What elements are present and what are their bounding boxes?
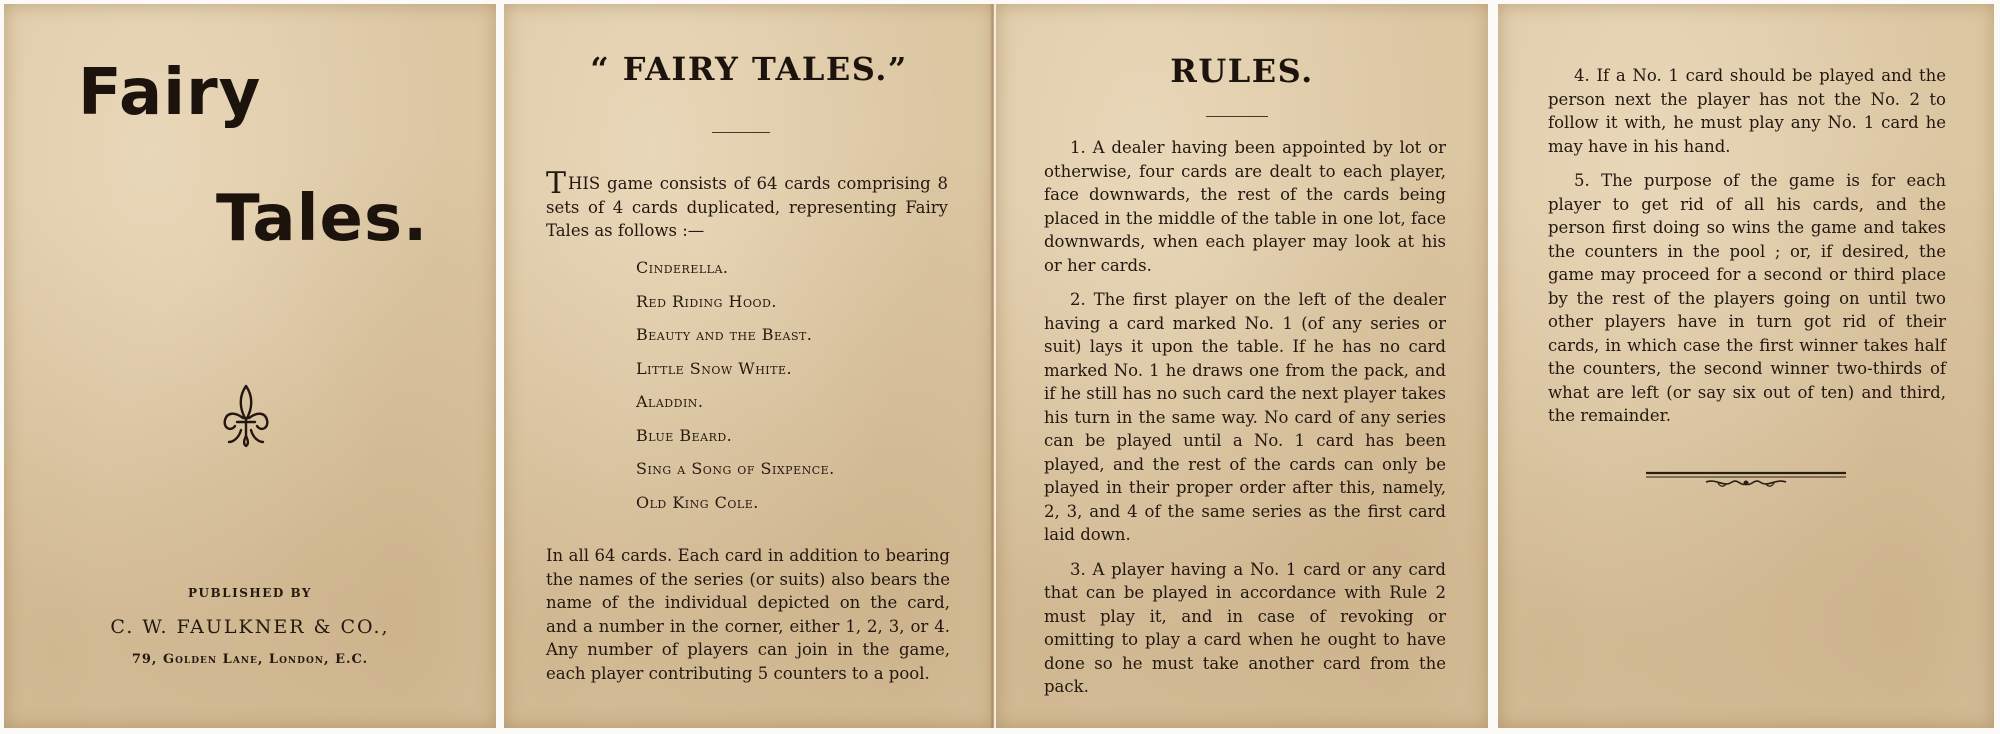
- rules-continued-panel: [1498, 4, 1994, 728]
- fleur-de-lis-icon: [219, 382, 273, 448]
- list-item: Old King Cole.: [636, 492, 759, 512]
- list-item: Red Riding Hood.: [636, 291, 777, 311]
- publisher-name: C. W. FAULKNER & CO.,: [110, 616, 390, 638]
- tales-list: [636, 258, 835, 526]
- list-item: Sing a Song of Sixpence.: [636, 459, 835, 478]
- published-by-label: PUBLISHED BY: [188, 586, 312, 600]
- rule-item: 1. A dealer having been appointed by lot or otherwise, four cards are dealt to each player, face downwards, the rest of the cards being placed in the middle of the table in one lot, face downwards, when each player may look at his or her cards.: [1044, 138, 1446, 275]
- cover-title-line1: Fairy: [78, 56, 262, 130]
- rules-list: [1044, 136, 1446, 710]
- intro-panel: [504, 4, 994, 728]
- intro-paragraph: [546, 166, 948, 243]
- scroll-ornament-icon: [1646, 468, 1846, 492]
- rule-item: 4. If a No. 1 card should be played and the person next the player has not the No. 2 to follow it with, he must play any No. 1 card he may have in his hand.: [1548, 66, 1946, 156]
- list-item: Little Snow White.: [636, 358, 793, 378]
- cover-panel: [4, 4, 496, 728]
- rules-panel: [996, 4, 1488, 728]
- rules-heading: RULES.: [1170, 52, 1314, 90]
- list-item: Blue Beard.: [636, 425, 733, 445]
- rule-item: 2. The first player on the left of the dealer having a card marked No. 1 (of any series or suit) lays it upon the table. If he has no card marked No. 1 he draws one from the pack, and if he still has no such card the next player takes his turn in the same way. No card of any series can be played until a No. 1 card has been played, and the rest of the cards can only be played in their proper order after this, namely, 2, 3, and 4 of the same series as the first card laid down.: [1044, 290, 1446, 544]
- intro-dropcap: T: [546, 166, 567, 201]
- intro-text: HIS game consists of 64 cards comprising 8 sets of 4 cards duplicated, representing Fairy Tales as follows :—: [546, 174, 948, 240]
- list-item: Cinderella.: [636, 258, 729, 277]
- rules-list: [1548, 64, 1946, 439]
- rule-item: 5. The purpose of the game is for each player to get rid of all his cards, and the person first doing so wins the game and takes the counters in the pool ; or, if desired, the game may proceed for a second or third place by the rest of the players going on until two other players have in turn got rid of their cards, in which case the first winner takes half the counters, the second winner two-thirds of what are left (or say six out of ten) and third, the remainder.: [1548, 171, 1946, 425]
- rule-item: 3. A player having a No. 1 card or any card that can be played in accordance with Rule 2 must play it, and in case of revoking or omitting to play a card when he ought to have done so he must take another card from the pack.: [1044, 559, 1446, 696]
- publisher-address: 79, Golden Lane, London, E.C.: [131, 652, 369, 667]
- list-item: Beauty and the Beast.: [636, 325, 813, 344]
- heading-divider: [712, 132, 770, 133]
- fairy-tales-heading: “ FAIRY TALES.”: [590, 50, 908, 88]
- outro-paragraph: In all 64 cards. Each card in addition to bearing the names of the series (or suits) also bears the name of the individual depicted on the card, and a number in the corner, either 1, 2, 3, or 4. Any number of players can join in the game, each player contributing 5 counters to a pool.: [546, 546, 950, 683]
- list-item: Aladdin.: [636, 392, 704, 411]
- cover-title-line2: Tales.: [216, 182, 429, 256]
- heading-divider: [1206, 116, 1268, 117]
